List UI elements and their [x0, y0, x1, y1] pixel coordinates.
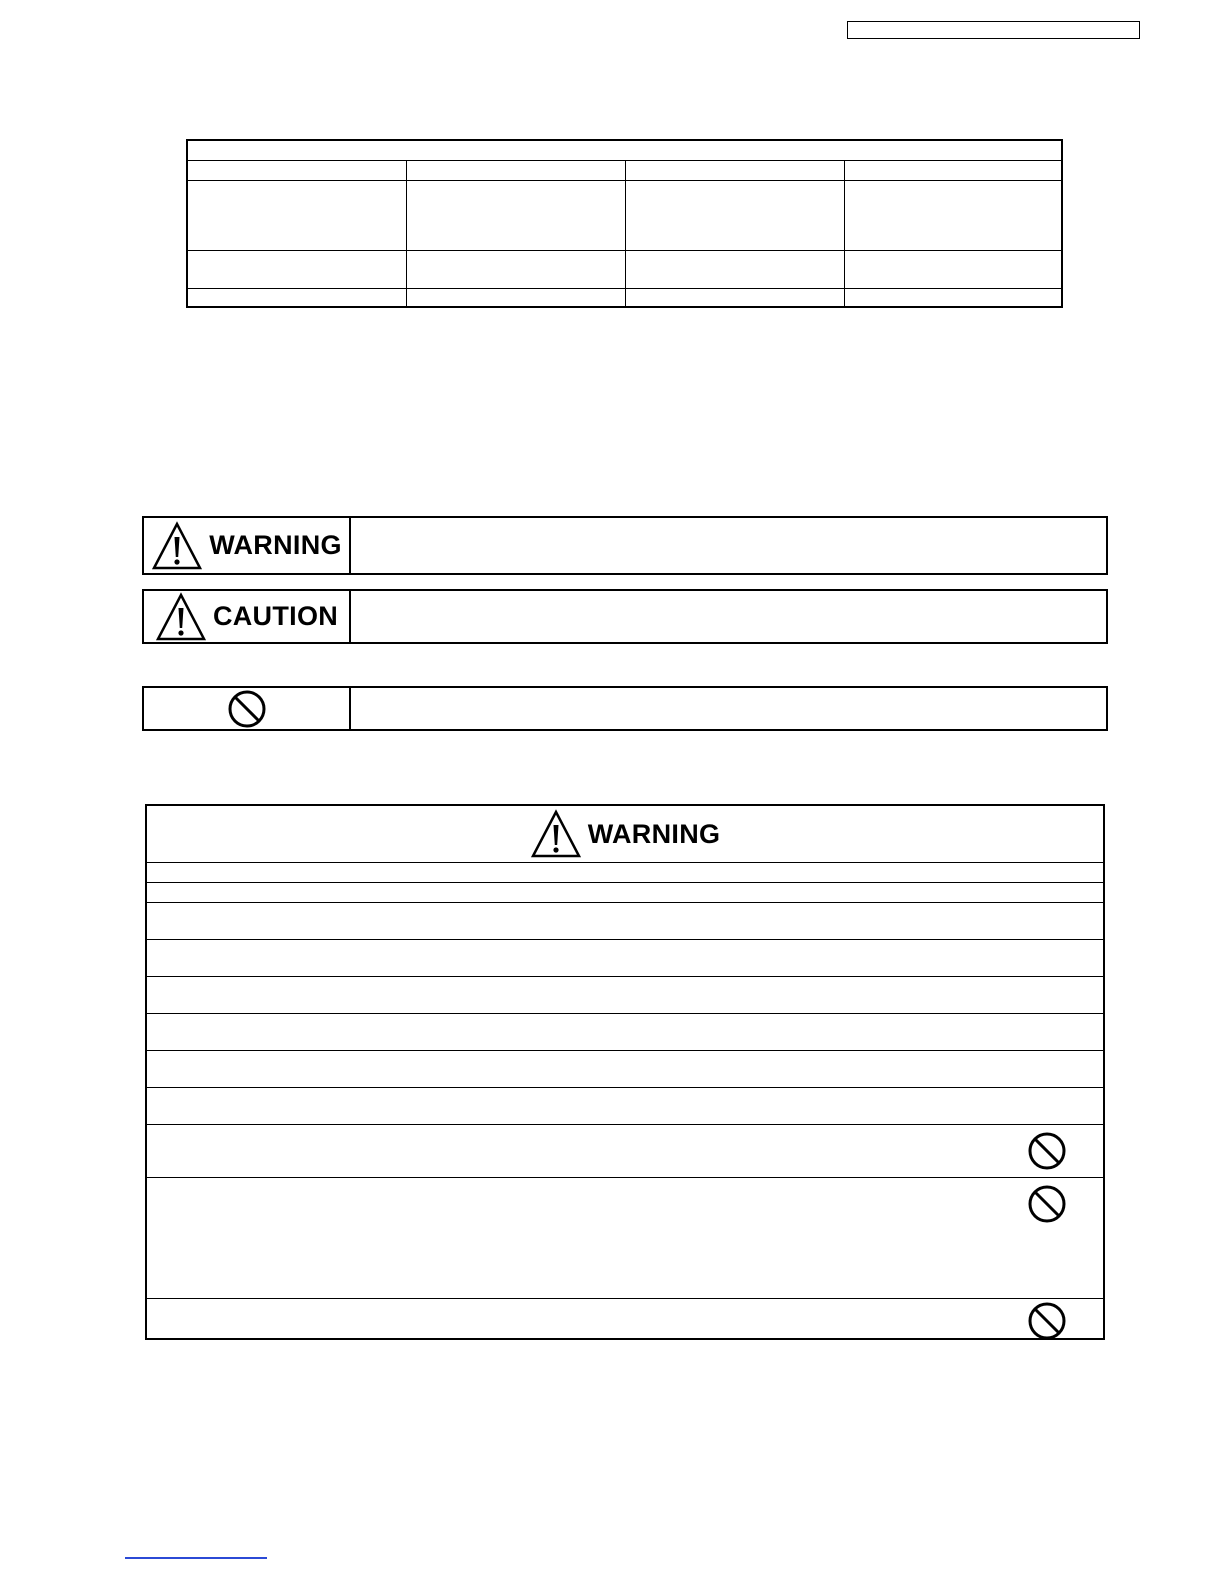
warning-table-row: [147, 863, 1103, 883]
prohibited-icon: [1027, 1184, 1067, 1224]
caution-signal-word: CAUTION: [212, 601, 339, 631]
spec-cell: [407, 181, 626, 250]
warning-table-row: [147, 1051, 1103, 1088]
spec-table-header-row: [188, 161, 1061, 181]
prohibited-icon: [1027, 1131, 1067, 1171]
warning-triangle-icon: [155, 592, 207, 642]
warning-legend-symbol: [144, 518, 351, 573]
spec-cell: [626, 289, 845, 306]
warning-legend-description: [351, 518, 1106, 573]
spec-cell: [407, 289, 626, 306]
spec-cell: [626, 161, 845, 180]
warning-table-row: [147, 903, 1103, 940]
spec-table-row: [188, 251, 1061, 289]
spec-table-title-row: [188, 141, 1061, 161]
warning-table-row: [147, 1299, 1103, 1338]
caution-legend-description: [351, 591, 1106, 642]
warning-table: [145, 804, 1105, 1340]
spec-cell: [626, 181, 845, 250]
prohibited-icon: [227, 689, 267, 729]
warning-triangle-icon: [151, 521, 203, 571]
spec-cell: [845, 181, 1063, 250]
warning-table-heading: WARNING: [587, 818, 721, 849]
spec-cell: [845, 161, 1063, 180]
spec-cell: [188, 181, 407, 250]
warning-table-row: [147, 940, 1103, 977]
warning-table-row: [147, 977, 1103, 1014]
warning-table-row: [147, 1178, 1103, 1299]
spec-cell: [188, 161, 407, 180]
spec-cell: [845, 289, 1063, 306]
warning-table-row: [147, 883, 1103, 903]
warning-table-header: [147, 806, 1103, 863]
prohibited-icon: [1027, 1301, 1067, 1341]
spec-cell: [188, 289, 407, 306]
spec-table: [186, 139, 1063, 308]
prohibited-legend-symbol: [144, 688, 351, 729]
footer-link-underline[interactable]: [125, 1557, 267, 1559]
warning-signal-word: WARNING: [209, 530, 342, 560]
header-reference-box: [847, 21, 1140, 39]
warning-table-row: [147, 1088, 1103, 1125]
prohibited-legend-box: [142, 686, 1108, 731]
spec-table-row: [188, 289, 1061, 306]
spec-cell: [626, 251, 845, 288]
prohibited-legend-description: [351, 688, 1106, 729]
warning-table-row: [147, 1014, 1103, 1051]
spec-table-row: [188, 181, 1061, 251]
spec-cell: [188, 251, 407, 288]
warning-legend-box: [142, 516, 1108, 575]
spec-cell: [845, 251, 1063, 288]
caution-legend-symbol: [144, 591, 351, 642]
warning-table-row: [147, 1125, 1103, 1178]
spec-cell: [407, 161, 626, 180]
caution-legend-box: [142, 589, 1108, 644]
warning-triangle-icon: [530, 809, 582, 859]
spec-cell: [407, 251, 626, 288]
